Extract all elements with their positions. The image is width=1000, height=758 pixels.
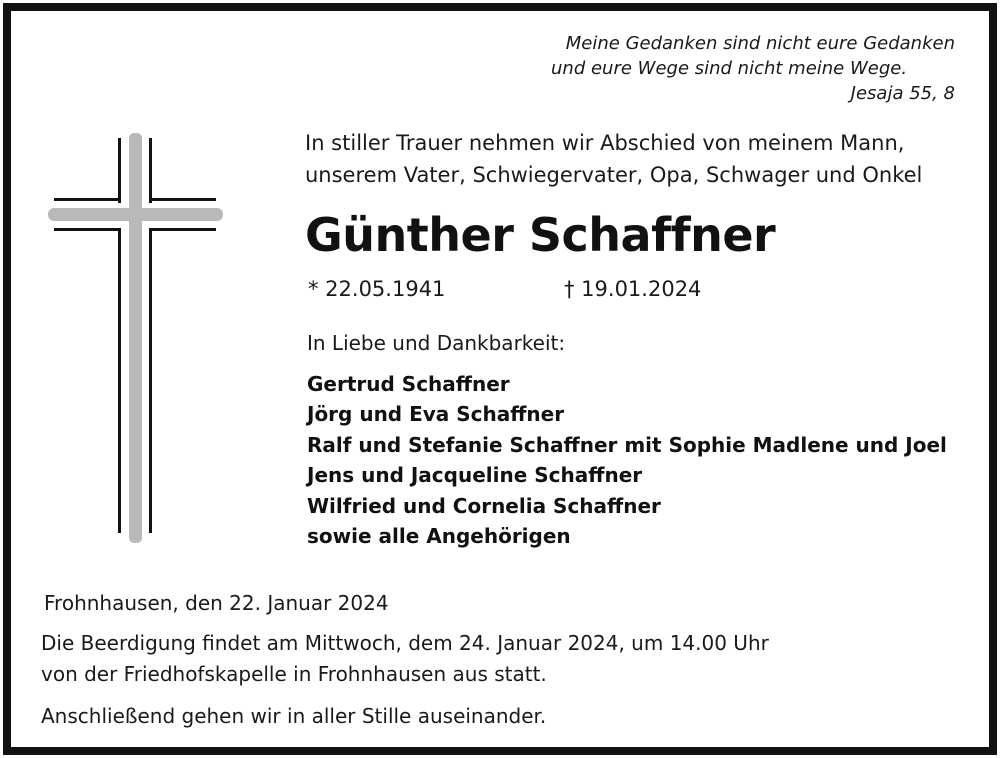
mourner-name: Jörg und Eva Schaffner xyxy=(307,402,565,427)
mourners-heading: In Liebe und Dankbarkeit: xyxy=(307,331,566,355)
mourner-name: sowie alle Angehörigen xyxy=(307,524,571,549)
intro-line-2: unserem Vater, Schwiegervater, Opa, Schwager und Onkel xyxy=(305,163,923,187)
birth-date: * 22.05.1941 xyxy=(308,277,446,301)
funeral-info xyxy=(41,628,769,690)
quote-source: Jesaja 55, 8 xyxy=(850,83,955,104)
mourner-name: Jens und Jacqueline Schaffner xyxy=(307,463,643,488)
intro-line-1: In stiller Trauer nehmen wir Abschied von meinem Mann, xyxy=(305,131,905,155)
death-date: † 19.01.2024 xyxy=(564,277,702,301)
quote-line-2: und eure Wege sind nicht meine Wege. xyxy=(551,58,908,79)
mourner-name: Ralf und Stefanie Schaffner mit Sophie Madlene und Joel xyxy=(307,432,947,457)
deceased-name: Günther Schaffner xyxy=(305,208,776,262)
funeral-line-2: von der Friedhofskapelle in Frohnhausen aus statt. xyxy=(41,662,547,686)
quote-line-1: Meine Gedanken sind nicht eure Gedanken xyxy=(565,33,955,54)
mourner-name: Wilfried und Cornelia Schaffner xyxy=(307,493,661,518)
closing-text: Anschließend gehen wir in aller Stille auseinander. xyxy=(41,704,547,728)
cross-icon xyxy=(48,133,224,545)
mourner-name: Gertrud Schaffner xyxy=(307,372,510,396)
funeral-line-1: Die Beerdigung findet am Mittwoch, dem 24. Januar 2024, um 14.00 Uhr xyxy=(41,631,769,655)
place-date: Frohnhausen, den 22. Januar 2024 xyxy=(44,591,389,615)
intro-text xyxy=(305,127,922,191)
mourners-list xyxy=(307,369,947,551)
